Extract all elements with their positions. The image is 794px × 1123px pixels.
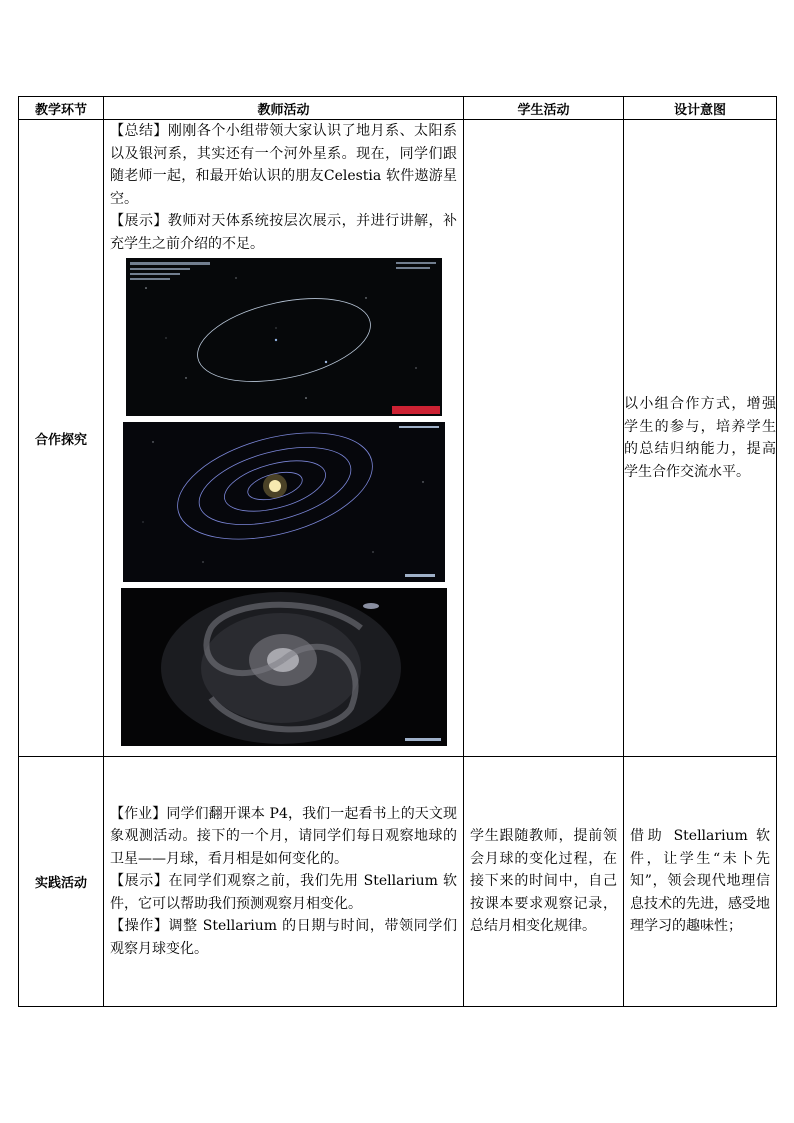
header-teacher-activity: 教师活动 [104, 97, 464, 120]
teacher-activity-cell [104, 120, 464, 757]
teacher-paragraph: 【作业】同学们翻开课本 P4，我们一起看书上的天文现象观测活动。接下的一个月，请同学们每日观察地球的卫星——月球，看月相是如何变化的。 [110, 805, 457, 867]
teacher-paragraph: 【展示】在同学们观察之前，我们先用 Stellarium 软件，它可以帮助我们预测观察月相变化。 [110, 873, 457, 912]
header-design-intent: 设计意图 [624, 97, 777, 120]
table-row [19, 757, 777, 1007]
solar-system-screenshot [123, 422, 445, 582]
earth-moon-system-screenshot [126, 258, 442, 416]
header-stage: 教学环节 [19, 97, 104, 120]
design-intent-text: 借助 Stellarium 软件，让学生“未卜先知”，领会现代地理信息技术的先进，感受地理学习的趣味性； [630, 828, 770, 935]
student-activity-text: 学生跟随教师，提前领会月球的变化过程，在接下来的时间中，自己按课本要求观察记录，总结月相变化规律。 [470, 828, 617, 935]
student-activity-cell [464, 120, 624, 757]
teacher-paragraph: 【操作】调整 Stellarium 的日期与时间，带领同学们观察月球变化。 [110, 918, 457, 957]
table-row [19, 120, 777, 757]
teacher-activity-cell [104, 757, 464, 1007]
design-intent-cell [624, 757, 777, 1007]
stage-cell: 实践活动 [19, 757, 104, 1007]
design-intent-cell: 以小组合作方式，增强学生的参与，培养学生的总结归纳能力，提高学生合作交流水平。 [624, 120, 777, 757]
teacher-paragraph: 【总结】刚刚各个小组带领大家认识了地月系、太阳系以及银河系，其实还有一个河外星系。现在，同学们跟随老师一起，和最开始认识的朋友Celestia 软件遨游星空。 [110, 123, 457, 207]
student-activity-cell [464, 757, 624, 1007]
lesson-plan-table [18, 96, 777, 1007]
milky-way-galaxy-screenshot [121, 588, 447, 746]
header-student-activity: 学生活动 [464, 97, 624, 120]
stage-cell: 合作探究 [19, 120, 104, 757]
teacher-paragraph: 【展示】教师对天体系统按层次展示，并进行讲解，补充学生之前介绍的不足。 [110, 213, 457, 252]
table-header-row [19, 97, 777, 120]
